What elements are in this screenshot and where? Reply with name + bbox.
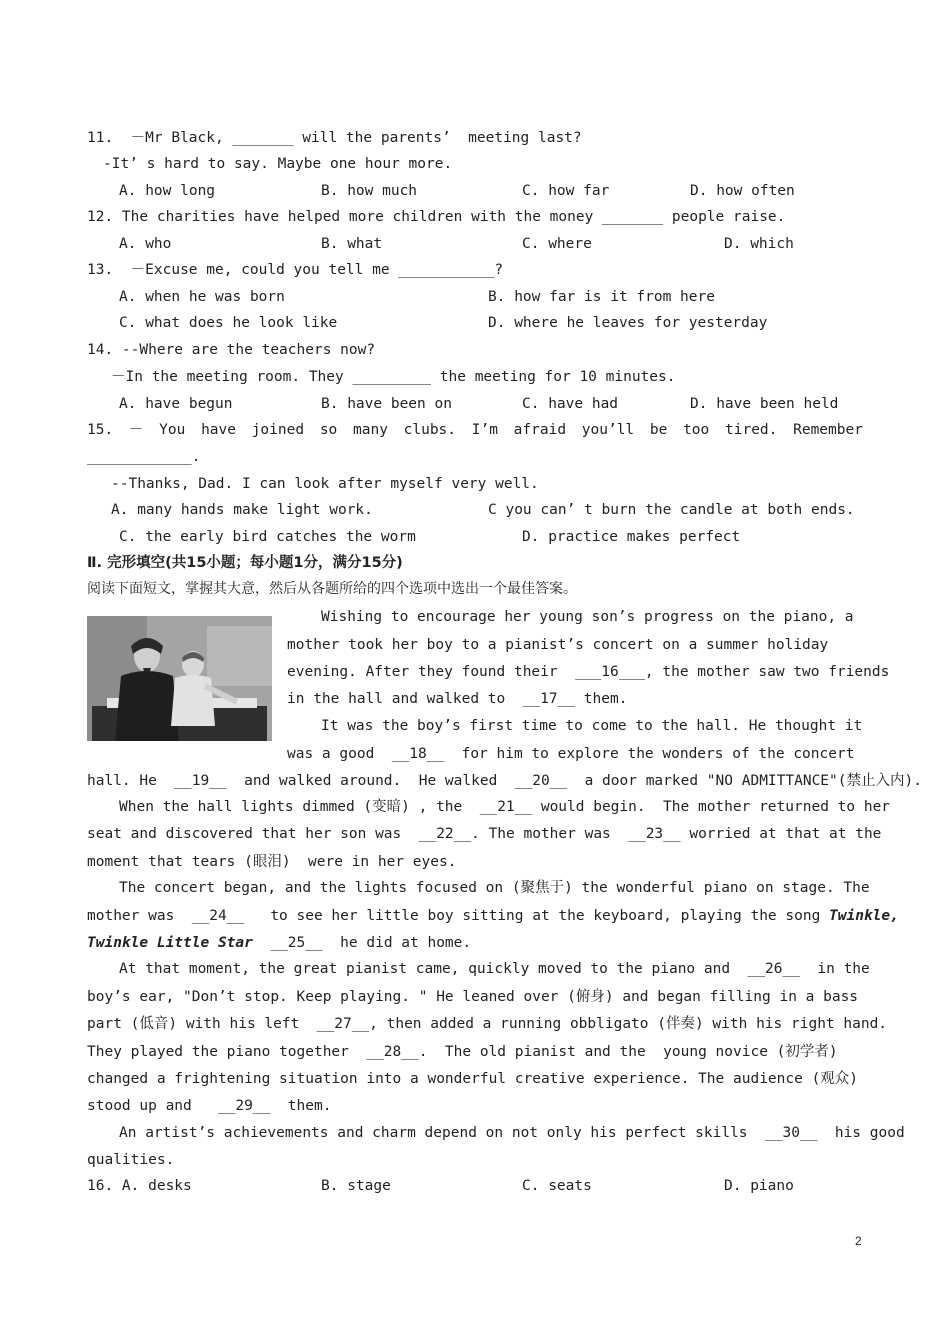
passage-p5-line1: At that moment, the great pianist came, quickly moved to the piano and __26__ in the bbox=[119, 961, 870, 977]
q12-option-a: A. who bbox=[119, 236, 172, 252]
q11-response: -It’ s hard to say. Maybe one hour more. bbox=[103, 156, 453, 172]
q15-word: so bbox=[319, 422, 338, 438]
q15-response: --Thanks, Dad. I can look after myself very well. bbox=[111, 476, 539, 492]
q15-option-a: A. many hands make light work. bbox=[111, 502, 373, 518]
q15-word: afraid bbox=[513, 422, 567, 438]
q15-word: clubs. bbox=[403, 422, 457, 438]
q15-word: 15. bbox=[87, 422, 114, 438]
q13-option-a: A. when he was born bbox=[119, 289, 285, 305]
q16-option-c: C. seats bbox=[522, 1178, 592, 1194]
passage-p1-line3: evening. After they found their ___16___, the mother saw two friends bbox=[287, 664, 890, 680]
passage-p5-line6: stood up and __29__ them. bbox=[87, 1098, 332, 1114]
passage-p2-line3: hall. He __19__ and walked around. He walked __20__ a door marked "NO ADMITTANCE"(禁止入内). bbox=[87, 773, 922, 789]
q15-word: have bbox=[201, 422, 236, 438]
q12-option-d: D. which bbox=[724, 236, 794, 252]
q13-option-c: C. what does he look like bbox=[119, 315, 338, 331]
q15-word: joined bbox=[251, 422, 305, 438]
q11-option-c: C. how far bbox=[522, 183, 610, 199]
pianist-and-boy-photo bbox=[87, 616, 272, 741]
passage-p1-line1: Wishing to encourage her young son’s progress on the piano, a bbox=[321, 609, 854, 625]
q16-option-b: B. stage bbox=[321, 1178, 391, 1194]
passage-p4-line3 bbox=[87, 933, 471, 953]
q14-response: －In the meeting room. They _________ the meeting for 10 minutes. bbox=[111, 369, 676, 385]
passage-p3-line2: seat and discovered that her son was __22__. The mother was __23__ worried at that at the bbox=[87, 826, 882, 842]
page-number: 2 bbox=[855, 1234, 862, 1248]
song-title-part1: Twinkle, bbox=[829, 908, 899, 924]
q15-word: tired. bbox=[725, 422, 778, 438]
q11-option-a: A. how long bbox=[119, 183, 216, 199]
q15-option-d: D. practice makes perfect bbox=[522, 529, 741, 545]
q14-option-c: C. have had bbox=[522, 396, 619, 412]
passage-p5-line4: They played the piano together __28__. The old pianist and the young novice (初学者) bbox=[87, 1044, 838, 1060]
q12-stem: 12. The charities have helped more children with the money _______ people raise. bbox=[87, 209, 786, 225]
passage-p4-line1: The concert began, and the lights focused on (聚焦于) the wonderful piano on stage. The bbox=[119, 880, 870, 896]
q15-blank: ____________. bbox=[87, 449, 201, 465]
passage-p5-line3: part (低音) with his left __27__, then added a running obbligato (伴奏) with his right hand. bbox=[87, 1016, 888, 1032]
passage-p3-line3: moment that tears (眼泪) were in her eyes. bbox=[87, 854, 457, 870]
q16-option-d: D. piano bbox=[724, 1178, 794, 1194]
passage-p4-text: __25__ he did at home. bbox=[252, 935, 472, 951]
q14-option-d: D. have been held bbox=[690, 396, 839, 412]
passage-p5-line2: boy’s ear, "Don’t stop. Keep playing. " He leaned over (俯身) and began filling in a bass bbox=[87, 989, 859, 1005]
passage-p6-line2: qualities. bbox=[87, 1152, 175, 1168]
section-heading: Ⅱ. 完形填空(共15小题；每小题1分，满分15分) bbox=[87, 555, 403, 571]
q15-word: － bbox=[128, 422, 144, 438]
q15-option-c: C. the early bird catches the worm bbox=[119, 529, 416, 545]
q14-option-b: B. have been on bbox=[321, 396, 452, 412]
q15-word: you’ll bbox=[581, 422, 635, 438]
q15-stem bbox=[87, 420, 863, 440]
q15-word: be bbox=[649, 422, 668, 438]
q15-option-b: C you can’ t burn the candle at both ends. bbox=[488, 502, 855, 518]
q16-option-a: 16. A. desks bbox=[87, 1178, 192, 1194]
q11-stem: 11. －Mr Black, _______ will the parents’ meeting last? bbox=[87, 130, 582, 146]
photo-icon bbox=[87, 616, 272, 741]
q15-word: Remember bbox=[793, 422, 863, 438]
passage-p5-line5: changed a frightening situation into a wonderful creative experience. The audience (观众) bbox=[87, 1071, 859, 1087]
song-title-part2: Twinkle Little Star bbox=[87, 935, 253, 951]
q13-option-b: B. how far is it from here bbox=[488, 289, 715, 305]
passage-p4-line2 bbox=[87, 906, 899, 926]
passage-p1-line2: mother took her boy to a pianist’s concert on a summer holiday bbox=[287, 637, 829, 653]
passage-p6-line1: An artist’s achievements and charm depend on not only his perfect skills __30__ his good bbox=[119, 1125, 905, 1141]
q14-stem: 14. --Where are the teachers now? bbox=[87, 342, 376, 358]
passage-p4-text: mother was __24__ to see her little boy sitting at the keyboard, playing the song bbox=[87, 908, 830, 924]
q15-word: too bbox=[683, 422, 710, 438]
passage-p3-line1: When the hall lights dimmed (变暗) , the __21__ would begin. The mother returned to her bbox=[119, 799, 891, 815]
q15-word: I’m bbox=[471, 422, 498, 438]
q12-option-c: C. where bbox=[522, 236, 592, 252]
q11-option-b: B. how much bbox=[321, 183, 418, 199]
q11-option-d: D. how often bbox=[690, 183, 795, 199]
q13-stem: 13. －Excuse me, could you tell me ___________? bbox=[87, 262, 504, 278]
q15-word: You bbox=[159, 422, 186, 438]
q15-word: many bbox=[353, 422, 388, 438]
section-instruction: 阅读下面短文，掌握其大意，然后从各题所给的四个选项中选出一个最佳答案。 bbox=[87, 581, 577, 597]
q13-option-d: D. where he leaves for yesterday bbox=[488, 315, 768, 331]
passage-p2-line2: was a good __18__ for him to explore the wonders of the concert bbox=[287, 746, 855, 762]
passage-p1-line4: in the hall and walked to __17__ them. bbox=[287, 691, 628, 707]
passage-p2-line1: It was the boy’s first time to come to the hall. He thought it bbox=[321, 718, 863, 734]
q14-option-a: A. have begun bbox=[119, 396, 233, 412]
q12-option-b: B. what bbox=[321, 236, 383, 252]
